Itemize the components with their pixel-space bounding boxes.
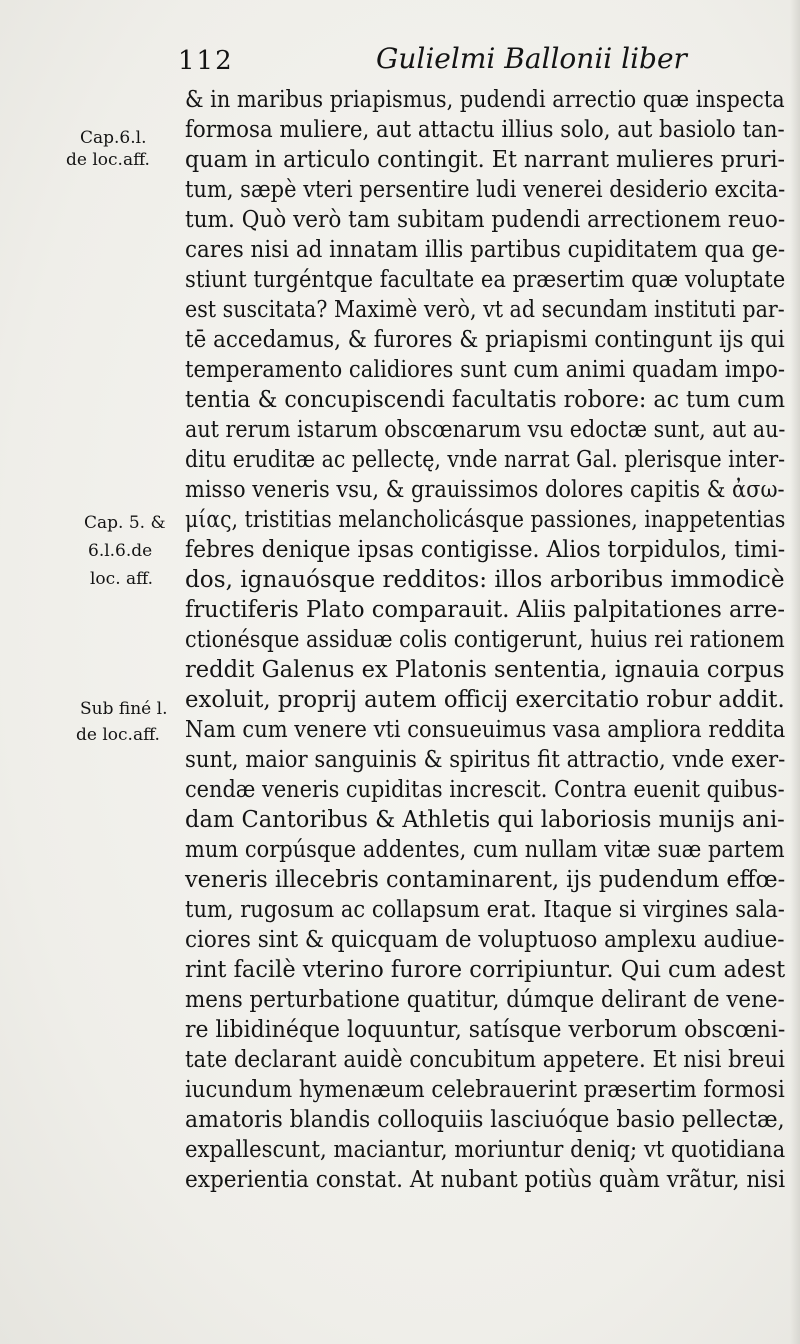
- margin-note: de loc.aff.: [66, 150, 150, 170]
- text-line: febres denique ipsas contigisse. Alios torpidulos, timi-: [185, 535, 786, 563]
- text-line: fructiferis Plato comparauit. Aliis palpitationes arre-: [185, 595, 786, 623]
- margin-note: de loc.aff.: [76, 725, 160, 745]
- text-line: tentia & concupiscendi facultatis robore: ac tum cum: [185, 385, 786, 413]
- text-line: quam in articulo contingit. Et narrant mulieres pruri-: [185, 145, 786, 173]
- text-line: tum, sæpè vteri persentire ludi venerei desiderio excita-: [185, 175, 786, 203]
- running-title: Gulielmi Ballonii liber: [376, 42, 687, 75]
- page-header: [0, 38, 800, 88]
- text-line: re libidinéque loquuntur, satísque verborum obscœni-: [185, 1015, 786, 1043]
- text-line: temperamento calidiores sunt cum animi quadam impo-: [185, 355, 785, 383]
- text-line: dos, ignauósque redditos: illos arboribus immodicè: [185, 565, 785, 593]
- text-line: sunt, maior sanguinis & spiritus fit attractio, vnde exer-: [185, 745, 786, 773]
- text-line: aut rerum istarum obscœnarum vsu edoctæ sunt, aut au-: [185, 415, 786, 443]
- margin-note: Cap.6.l.: [80, 128, 147, 148]
- text-line: dam Cantoribus & Athletis qui laboriosis munijs ani-: [185, 805, 785, 833]
- page-edge-shadow: [790, 0, 800, 1344]
- page-number: 112: [178, 46, 234, 76]
- text-line: est suscitata? Maximè verò, vt ad secundam instituti par-: [185, 295, 785, 323]
- text-line: expallescunt, maciantur, moriuntur deniq; vt quotidiana: [185, 1135, 786, 1163]
- text-line: formosa muliere, aut attactu illius solo, aut basiolo tan-: [185, 115, 785, 143]
- text-line: & in maribus priapismus, pudendi arrectio quæ inspecta: [185, 85, 785, 113]
- text-line: iucundum hymenæum celebrauerint præsertim formosi: [185, 1075, 785, 1103]
- text-line: μίας, tristitias melancholicásque passiones, inappetentias: [185, 505, 786, 533]
- text-line: tate declarant auidè concubitum appetere. Et nisi breui: [185, 1045, 785, 1073]
- text-line: tē accedamus, & furores & priapismi contingunt ijs qui: [185, 325, 785, 353]
- text-line: mum corpúsque addentes, cum nullam vitæ suæ partem: [185, 835, 785, 863]
- text-line: tum. Quò verò tam subitam pudendi arrectionem reuo-: [185, 205, 786, 233]
- text-line: ditu eruditæ ac pellectę, vnde narrat Gal. plerisque inter-: [185, 445, 786, 473]
- margin-note: Cap. 5. &: [84, 513, 166, 533]
- text-line: tum, rugosum ac collapsum erat. Itaque si virgines sala-: [185, 895, 785, 923]
- text-line: veneris illecebris contaminarent, ijs pudendum effœ-: [185, 865, 786, 893]
- text-line: experientia constat. At nubant potiùs quàm vrãtur, nisi: [185, 1165, 786, 1193]
- text-line: cendæ veneris cupiditas increscit. Contra euenit quibus-: [185, 775, 785, 803]
- margin-note: 6.l.6.de: [88, 541, 153, 561]
- text-line: cares nisi ad innatam illis partibus cupiditatem qua ge-: [185, 235, 786, 263]
- text-line: misso veneris vsu, & grauissimos dolores capitis & ἀσω-: [185, 475, 785, 503]
- text-line: ctionésque assiduæ colis contigerunt, huius rei rationem: [185, 625, 785, 653]
- text-line: rint facilè vterino furore corripiuntur. Qui cum adest: [185, 955, 786, 983]
- margin-note: Sub finé l.: [80, 699, 168, 719]
- text-line: exoluit, proprij autem officij exercitatio robur addit.: [185, 685, 785, 713]
- text-line: mens perturbatione quatitur, dúmque delirant de vene-: [185, 985, 785, 1013]
- text-line: amatoris blandis colloquiis lasciuóque basio pellectæ,: [185, 1105, 785, 1133]
- text-line: Nam cum venere vti consueuimus vasa ampliora reddita: [185, 715, 786, 743]
- text-line: ciores sint & quicquam de voluptuoso amplexu audiue-: [185, 925, 785, 953]
- text-line: reddit Galenus ex Platonis sententia, ignauia corpus: [185, 655, 785, 683]
- text-line: stiunt turgéntque facultate ea præsertim quæ voluptate: [185, 265, 786, 293]
- margin-note: loc. aff.: [90, 569, 154, 589]
